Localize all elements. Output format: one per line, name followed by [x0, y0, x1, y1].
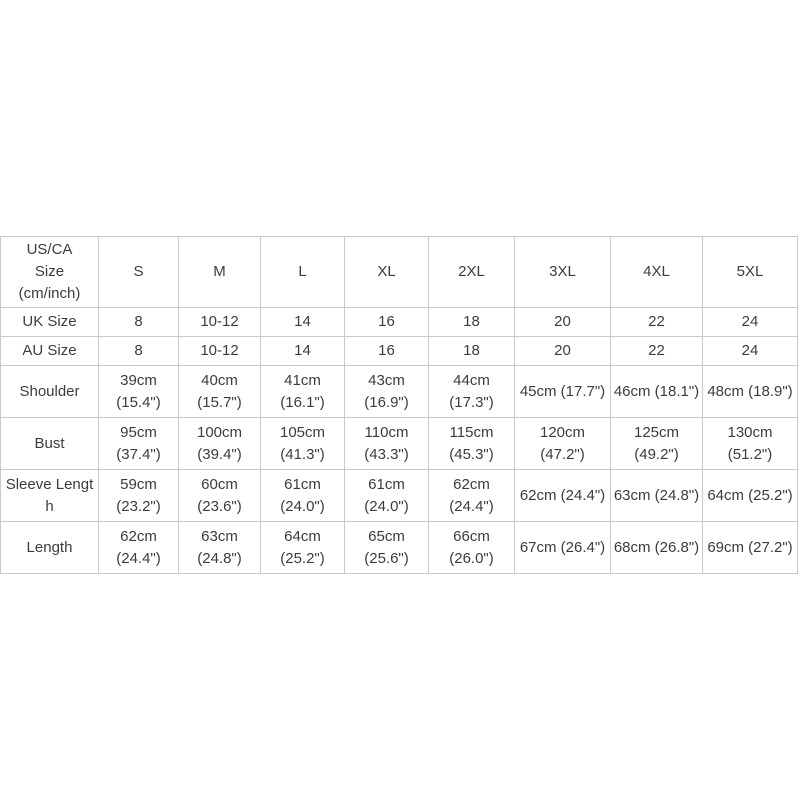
header-row [1, 237, 798, 308]
size-value-cell: 45cm (17.7") [515, 366, 611, 418]
size-value-cell: 44cm (17.3") [429, 366, 515, 418]
size-value-cell: 61cm (24.0") [261, 470, 345, 522]
size-value-cell: 115cm (45.3") [429, 418, 515, 470]
size-value-cell: 100cm (39.4") [179, 418, 261, 470]
size-value-cell: 18 [429, 308, 515, 337]
size-value-cell: 95cm (37.4") [99, 418, 179, 470]
size-value-cell: 67cm (26.4") [515, 522, 611, 574]
size-value-cell: 24 [703, 308, 798, 337]
size-value-cell: 41cm (16.1") [261, 366, 345, 418]
size-value-cell: 66cm (26.0") [429, 522, 515, 574]
size-value-cell: 16 [345, 308, 429, 337]
size-value-cell: 125cm (49.2") [611, 418, 703, 470]
size-chart-table [0, 236, 798, 574]
size-value-cell: 62cm (24.4") [99, 522, 179, 574]
size-value-cell: 22 [611, 308, 703, 337]
table-row [1, 470, 798, 522]
size-value-cell: 62cm (24.4") [515, 470, 611, 522]
size-value-cell: 68cm (26.8") [611, 522, 703, 574]
size-value-cell: 20 [515, 337, 611, 366]
table-row [1, 337, 798, 366]
size-value-cell: 60cm (23.6") [179, 470, 261, 522]
size-value-cell: 63cm (24.8") [611, 470, 703, 522]
size-value-cell: 8 [99, 308, 179, 337]
size-column-header: XL [345, 237, 429, 308]
size-value-cell: 69cm (27.2") [703, 522, 798, 574]
size-value-cell: 10-12 [179, 308, 261, 337]
size-value-cell: 16 [345, 337, 429, 366]
size-value-cell: 24 [703, 337, 798, 366]
size-column-header: 4XL [611, 237, 703, 308]
size-column-header: 2XL [429, 237, 515, 308]
size-value-cell: 14 [261, 308, 345, 337]
size-column-header: 3XL [515, 237, 611, 308]
size-value-cell: 48cm (18.9") [703, 366, 798, 418]
table-body [1, 308, 798, 574]
size-value-cell: 43cm (16.9") [345, 366, 429, 418]
size-value-cell: 46cm (18.1") [611, 366, 703, 418]
size-value-cell: 120cm (47.2") [515, 418, 611, 470]
size-value-cell: 64cm (25.2") [261, 522, 345, 574]
size-value-cell: 64cm (25.2") [703, 470, 798, 522]
row-label: Length [1, 522, 99, 574]
size-value-cell: 10-12 [179, 337, 261, 366]
row-label: Sleeve Length [1, 470, 99, 522]
row-label: Bust [1, 418, 99, 470]
size-value-cell: 40cm (15.7") [179, 366, 261, 418]
size-value-cell: 18 [429, 337, 515, 366]
row-label: UK Size [1, 308, 99, 337]
corner-header-cell [1, 237, 99, 308]
size-column-header: S [99, 237, 179, 308]
size-value-cell: 8 [99, 337, 179, 366]
size-value-cell: 62cm (24.4") [429, 470, 515, 522]
table-header [1, 237, 798, 308]
size-value-cell: 61cm (24.0") [345, 470, 429, 522]
size-value-cell: 59cm (23.2") [99, 470, 179, 522]
size-value-cell: 105cm (41.3") [261, 418, 345, 470]
table-row [1, 418, 798, 470]
size-value-cell: 22 [611, 337, 703, 366]
size-column-header: M [179, 237, 261, 308]
size-value-cell: 14 [261, 337, 345, 366]
size-value-cell: 20 [515, 308, 611, 337]
table-row [1, 366, 798, 418]
table-row [1, 308, 798, 337]
row-label: Shoulder [1, 366, 99, 418]
size-column-header: L [261, 237, 345, 308]
size-value-cell: 65cm (25.6") [345, 522, 429, 574]
size-value-cell: 39cm (15.4") [99, 366, 179, 418]
table-row [1, 522, 798, 574]
corner-header-label: US/CA Size (cm/inch) [18, 241, 81, 302]
size-value-cell: 63cm (24.8") [179, 522, 261, 574]
size-column-header: 5XL [703, 237, 798, 308]
size-value-cell: 130cm (51.2") [703, 418, 798, 470]
size-value-cell: 110cm (43.3") [345, 418, 429, 470]
row-label: AU Size [1, 337, 99, 366]
